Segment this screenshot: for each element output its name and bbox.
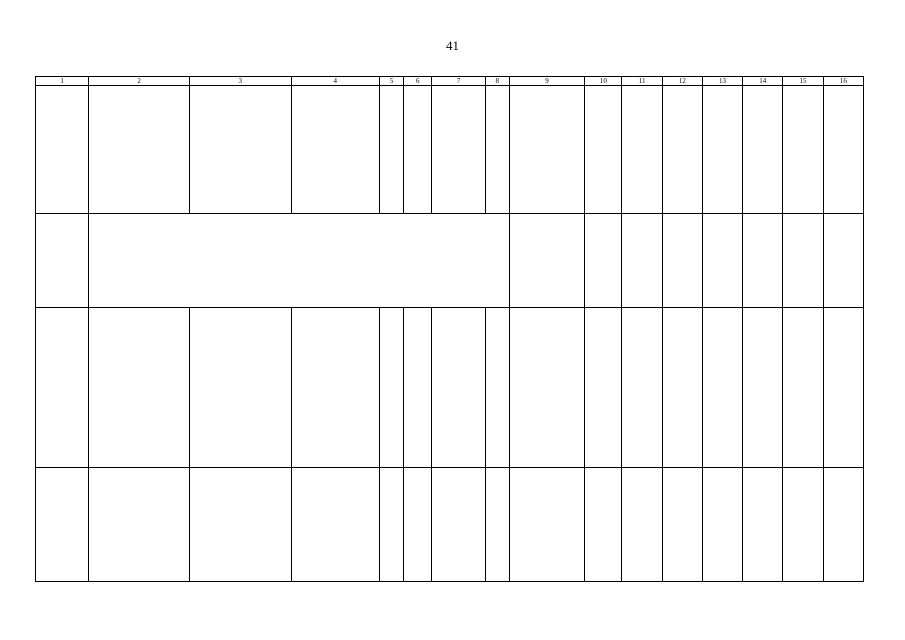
table-cell [432, 468, 485, 582]
table-cell [662, 86, 702, 214]
table-cell [783, 468, 823, 582]
table-cell [585, 86, 622, 214]
table-row [36, 468, 864, 582]
column-number: 14 [743, 77, 783, 86]
table-cell [89, 308, 190, 468]
table-cell [485, 308, 509, 468]
column-number: 15 [783, 77, 823, 86]
table-cell [622, 214, 662, 308]
column-number: 8 [485, 77, 509, 86]
table-cell [291, 468, 380, 582]
table-cell [36, 468, 89, 582]
table-cell [404, 468, 432, 582]
table-cell [622, 86, 662, 214]
program-table [35, 76, 864, 582]
table-cell [380, 86, 404, 214]
table-cell [404, 86, 432, 214]
table-cell [743, 86, 783, 214]
table-cell [622, 468, 662, 582]
table-cell [89, 214, 509, 308]
table-cell [823, 468, 863, 582]
table-cell [783, 308, 823, 468]
column-number: 6 [404, 77, 432, 86]
table-cell [662, 214, 702, 308]
table-cell [783, 86, 823, 214]
table-cell [622, 308, 662, 468]
table-row [36, 308, 864, 468]
table-row [36, 214, 864, 308]
table-cell [823, 86, 863, 214]
column-number: 3 [189, 77, 291, 86]
table-cell [585, 468, 622, 582]
table-cell [585, 214, 622, 308]
table-cell [380, 308, 404, 468]
table-cell [702, 214, 742, 308]
column-number: 4 [291, 77, 380, 86]
table-cell [509, 86, 584, 214]
table-cell [89, 86, 190, 214]
column-number-row [36, 77, 864, 86]
table-cell [189, 86, 291, 214]
table-cell [89, 468, 190, 582]
table-cell [189, 468, 291, 582]
table-cell [36, 214, 89, 308]
table-cell [509, 308, 584, 468]
table-cell [585, 308, 622, 468]
table-cell [783, 214, 823, 308]
table-cell [189, 308, 291, 468]
table-cell [823, 308, 863, 468]
table-row [36, 86, 864, 214]
column-number: 1 [36, 77, 89, 86]
table-cell [662, 308, 702, 468]
table-cell [432, 86, 485, 214]
table-cell [404, 308, 432, 468]
column-number: 11 [622, 77, 662, 86]
table-cell [509, 214, 584, 308]
table-cell [662, 468, 702, 582]
column-number: 9 [509, 77, 584, 86]
table-cell [36, 86, 89, 214]
table-cell [702, 86, 742, 214]
column-number: 2 [89, 77, 190, 86]
table-cell [291, 86, 380, 214]
column-number: 13 [702, 77, 742, 86]
table-cell [380, 468, 404, 582]
column-number: 16 [823, 77, 863, 86]
table-cell [702, 308, 742, 468]
table-cell [823, 214, 863, 308]
table-cell [509, 468, 584, 582]
column-number: 5 [380, 77, 404, 86]
column-number: 7 [432, 77, 485, 86]
table-cell [743, 308, 783, 468]
column-number: 10 [585, 77, 622, 86]
column-number: 12 [662, 77, 702, 86]
table-cell [432, 308, 485, 468]
table-cell [36, 308, 89, 468]
table-cell [485, 86, 509, 214]
table-cell [743, 468, 783, 582]
table-cell [485, 468, 509, 582]
table-cell [743, 214, 783, 308]
table-cell [702, 468, 742, 582]
page-number: 41 [446, 38, 459, 53]
table-cell [291, 308, 380, 468]
